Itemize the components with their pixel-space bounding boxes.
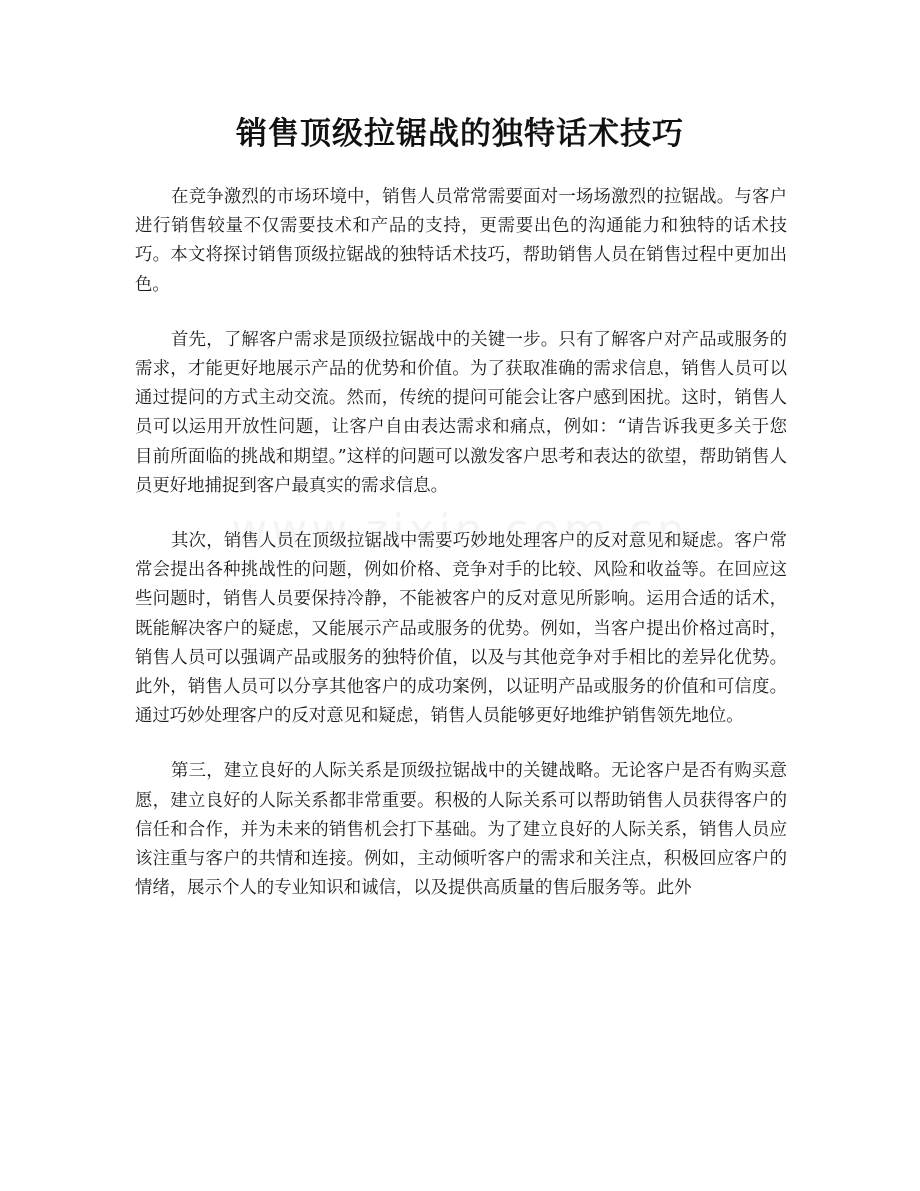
- document-body: [135, 183, 787, 929]
- document-title: 销售顶级拉锯战的独特话术技巧: [236, 116, 684, 152]
- paragraph-intro: 在竞争激烈的市场环境中，销售人员常常需要面对一场场激烈的拉锯战。与客户进行销售较量不仅需要技术和产品的支持，更需要出色的沟通能力和独特的话术技巧。本文将探讨销售顶级拉锯战的独特话术技巧，帮助销售人员在销售过程中更加出色。: [135, 187, 787, 295]
- paragraph-third: 第三，建立良好的人际关系是顶级拉锯战中的关键战略。无论客户是否有购买意愿，建立良好的人际关系都非常重要。积极的人际关系可以帮助销售人员获得客户的信任和合作，并为未来的销售机会打下基础。为了建立良好的人际关系，销售人员应该注重与客户的共情和连接。例如，主动倾听客户的需求和关注点，积极回应客户的情绪，展示个人的专业知识和诚信，以及提供高质量的售后服务等。此外: [135, 761, 787, 899]
- paragraph-second: 其次，销售人员在顶级拉锯战中需要巧妙地处理客户的反对意见和疑虑。客户常常会提出各种挑战性的问题，例如价格、竞争对手的比较、风险和收益等。在回应这些问题时，销售人员要保持冷静，不能被客户的反对意见所影响。运用合适的话术，既能解决客户的疑虑，又能展示产品或服务的优势。例如，当客户提出价格过高时，销售人员可以强调产品或服务的独特价值，以及与其他竞争对手相比的差异化优势。此外，销售人员可以分享其他客户的成功案例，以证明产品或服务的价值和可信度。通过巧妙处理客户的反对意见和疑虑，销售人员能够更好地维护销售领先地位。: [135, 531, 787, 727]
- paragraph-first: 首先，了解客户需求是顶级拉锯战中的关键一步。只有了解客户对产品或服务的需求，才能更好地展示产品的优势和价值。为了获取准确的需求信息，销售人员可以通过提问的方式主动交流。然而，传统的提问可能会让客户感到困扰。这时，销售人员可以运用开放性问题，让客户自由表达需求和痛点，例如：“请告诉我更多关于您目前所面临的挑战和期望。”这样的问题可以激发客户思考和表达的欲望，帮助销售人员更好地捕捉到客户最真实的需求信息。: [135, 329, 787, 496]
